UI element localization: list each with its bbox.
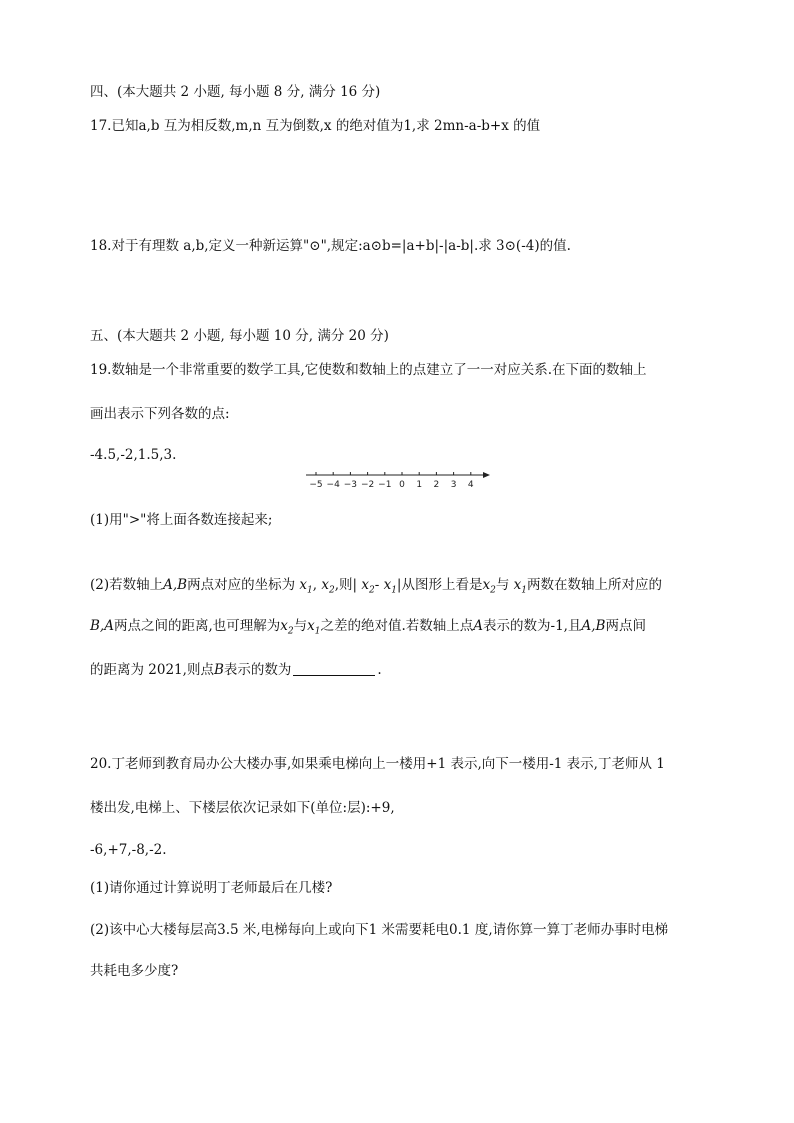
text-segment: A,B <box>581 618 606 634</box>
text-segment: A <box>473 618 484 634</box>
math-x2: $x_2$ <box>280 618 294 637</box>
text-segment: B <box>213 662 224 678</box>
question-20-part-2-line-2: 共耗电多少度? <box>90 963 179 979</box>
question-17-text: 已知a,b 互为相反数,m,n 互为倒数,x 的绝对值为1,求 2mn-a-b+x 的值 <box>111 118 541 134</box>
section-5-heading: 五、(本大题共 2 小题, 每小题 10 分, 满分 20 分) <box>90 328 389 344</box>
question-19-part-2-line-2 <box>90 618 646 640</box>
number-line-tick-label: 0 <box>399 480 405 490</box>
question-20-part-1: (1)请你通过计算说明丁老师最后在几楼? <box>90 880 333 896</box>
text-segment: B,A <box>90 618 114 634</box>
text-segment: 之差的绝对值.若数轴上点 <box>320 618 474 634</box>
text-segment: (2)若数轴上 <box>90 577 164 593</box>
question-18 <box>90 238 571 254</box>
text-segment: 与 <box>495 577 510 593</box>
math-x1: $x_1$ <box>383 577 397 596</box>
text-segment: 表示的数为 <box>223 662 292 678</box>
section-4-heading: 四、(本大题共 2 小题, 每小题 8 分, 满分 16 分) <box>90 84 381 100</box>
question-17 <box>90 118 540 134</box>
text-segment: 表示的数为-1,且 <box>483 618 582 634</box>
question-20-line-2: 楼出发,电梯上、下楼层依次记录如下(单位:层):+9, <box>90 800 395 816</box>
text-segment: 两点间 <box>605 618 646 634</box>
text-segment: . <box>377 662 382 678</box>
question-19-part-2-line-1: (2)若数轴上A,B两点对应的坐标为 $x_1$, $x_2$,则| $x_2-$ $x_1|$从图形上看是$x_2$与 $x_1$两数在数轴上所对应的 <box>90 577 662 596</box>
text-segment: 的距离为 2021,则点 <box>90 662 214 678</box>
text-segment: 与 <box>293 618 308 634</box>
text-segment: A,B <box>163 577 188 593</box>
number-line-tick-label: 2 <box>433 480 440 490</box>
question-19-line-2: 画出表示下列各数的点: <box>90 406 230 422</box>
question-18-text: 对于有理数 a,b,定义一种新运算"⊙",规定:a⊙b=|a+b|-|a-b|.求 3⊙(-4)的值. <box>111 238 571 254</box>
question-20-part-2-line-1: (2)该中心大楼每层高3.5 米,电梯每向上或向下1 米需要耗电0.1 度,请你算一算丁老师办事时电梯 <box>90 922 669 938</box>
math-x1: $x_1$ <box>307 618 321 637</box>
number-line <box>300 470 495 492</box>
math-x2: $x_2$ <box>321 577 335 596</box>
answer-blank[interactable] <box>293 663 375 676</box>
question-19-part-1: (1)用">"将上面各数连接起来; <box>90 512 273 528</box>
number-line-tick-label: 3 <box>450 480 457 490</box>
math-x1: $x_1$ <box>299 577 313 596</box>
number-line-tick-label: −3 <box>343 480 358 490</box>
math-x2: $x_2$ <box>361 577 375 596</box>
number-line-tick-label: −1 <box>378 480 392 490</box>
text-segment: 从图形上看是 <box>401 577 483 593</box>
question-17-number: 17. <box>90 118 112 134</box>
number-line-tick-label: −5 <box>309 480 323 490</box>
question-20-line-3: -6,+7,-8,-2. <box>90 842 167 858</box>
text-segment: 两点对应的坐标为 <box>187 577 296 593</box>
number-line-tick-label: −2 <box>360 480 375 490</box>
question-19-line-1: 19.数轴是一个非常重要的数学工具,它使数和数轴上的点建立了一一对应关系.在下面的数轴上 <box>90 362 647 378</box>
text-segment: 两数在数轴上所对应的 <box>526 577 662 593</box>
question-20-line-1: 20.丁老师到教育局办公大楼办事,如果乘电梯向上一楼用+1 表示,向下一楼用-1 表示,丁老师从 1 <box>90 756 665 772</box>
number-line-tick-label: −4 <box>326 480 340 490</box>
number-line-tick-label: 4 <box>467 480 474 490</box>
question-19-part-2-line-3 <box>90 662 382 678</box>
question-19-numbers: -4.5,-2,1.5,3. <box>90 447 177 463</box>
number-line-tick-label: 1 <box>416 480 423 490</box>
math-x1: $x_1$ <box>509 577 527 596</box>
text-segment: 两点之间的距离,也可理解为 <box>113 618 281 634</box>
math-x2: $x_2$ <box>482 577 496 596</box>
question-18-number: 18. <box>90 238 112 254</box>
